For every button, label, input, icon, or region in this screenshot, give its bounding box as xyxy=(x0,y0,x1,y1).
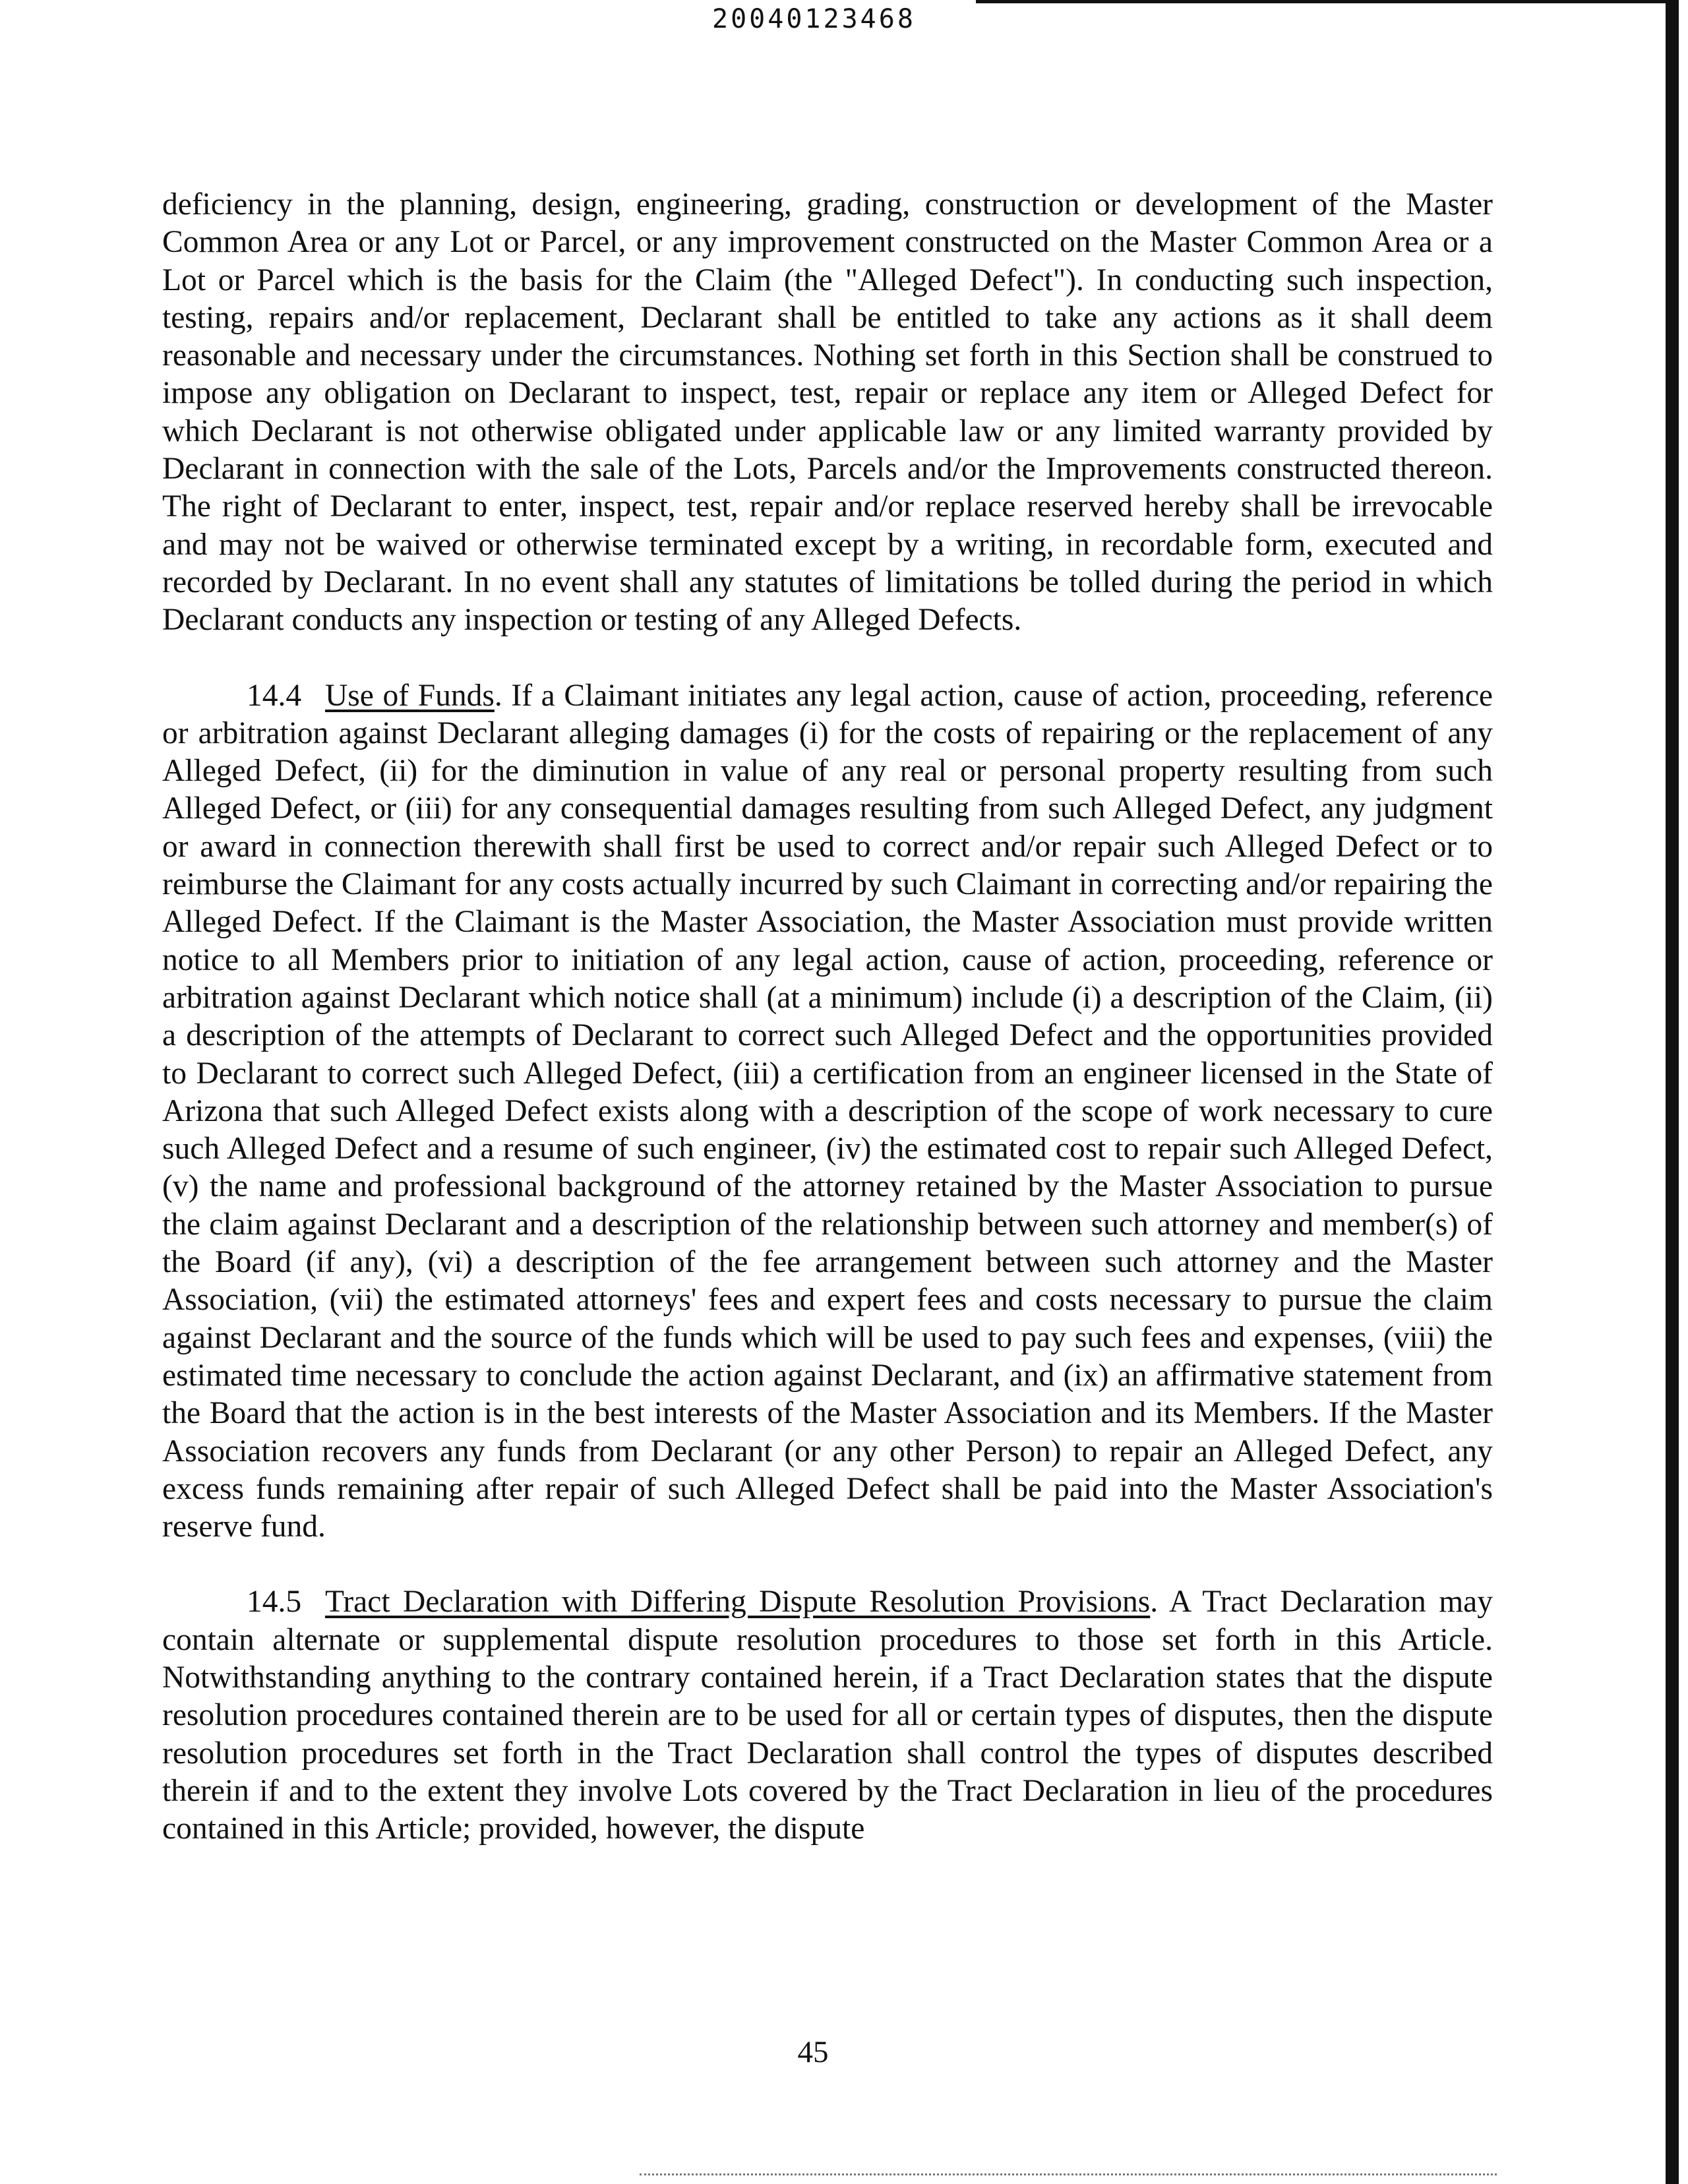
scan-artifact-marks xyxy=(640,2173,1497,2178)
section-14-4 xyxy=(162,677,1493,1546)
section-text: . If a Claimant initiates any legal action, cause of action, proceeding, reference or arbitration against Declarant alleging damages (i) for the costs of repairing or the replacement of any Alleged Defect, (ii) for the diminution in value of any real or personal property resulting from such Alleged Defect, or (iii) for any consequential damages resulting from such Alleged Defect, any judgment or award in connection therewith shall first be used to correct and/or repair such Alleged Defect or to reimburse the Claimant for any costs actually incurred by such Claimant in correcting and/or repairing the Alleged Defect. If the Claimant is the Master Association, the Master Association must provide written notice to all Members prior to initiation of any legal action, cause of action, proceeding, reference or arbitration against Declarant which notice shall (at a minimum) include (i) a description of the Claim, (ii) a description of the attempts of Declarant to correct such Alleged Defect and the opportunities provided to Declarant to correct such Alleged Defect, (iii) a certification from an engineer licensed in the State of Arizona that such Alleged Defect exists along with a description of the scope of work necessary to cure such Alleged Defect and a resume of such engineer, (iv) the estimated cost to repair such Alleged Defect, (v) the name and professional background of the attorney retained by the Master Association to pursue the claim against Declarant and a description of the relationship between such attorney and member(s) of the Board (if any), (vi) a description of the fee arrangement between such attorney and the Master Association, (vii) the estimated attorneys' fees and expert fees and costs necessary to pursue the claim against Declarant and the source of the funds which will be used to pay such fees and expenses, (viii) the estimated time necessary to conclude the action against Declarant, and (ix) an affirmative statement from the Board that the action is in the best interests of the Master Association and its Members. If the Master Association recovers any funds from Declarant (or any other Person) to repair an Alleged Defect, any excess funds remaining after repair of such Alleged Defect shall be paid into the Master Association's reserve fund. xyxy=(162,678,1493,1544)
document-body xyxy=(162,186,1493,1885)
paragraph-continuation: deficiency in the planning, design, engineering, grading, construction or development of the Master Common Area or any Lot or Parcel, or any improvement constructed on the Master Common Area or a Lot or Parcel which is the basis for the Claim (the "Alleged Defect"). In conducting such inspection, testing, repairs and/or replacement, Declarant shall be entitled to take any actions as it shall deem reasonable and necessary under the circumstances. Nothing set forth in this Section shall be construed to impose any obligation on Declarant to inspect, test, repair or replace any item or Alleged Defect for which Declarant is not otherwise obligated under applicable law or any limited warranty provided by Declarant in connection with the sale of the Lots, Parcels and/or the Improvements constructed thereon. The right of Declarant to enter, inspect, test, repair and/or replace reserved hereby shall be irrevocable and may not be waived or otherwise terminated except by a writing, in recordable form, executed and recorded by Declarant. In no event shall any statutes of limitations be tolled during the period in which Declarant conducts any inspection or testing of any Alleged Defects. xyxy=(162,187,1493,638)
section-14-5 xyxy=(162,1583,1493,1848)
section-text: . A Tract Declaration may contain alternate or supplemental dispute resolution procedures to those set forth in this Article. Notwithstanding anything to the contrary contained herein, if a Tract Declaration states that the dispute resolution procedures contained therein are to be used for all or certain types of disputes, then the dispute resolution procedures set forth in the Tract Declaration shall control the types of disputes described therein if and to the extent they involve Lots covered by the Tract Declaration in lieu of the procedures contained in this Article; provided, however, the dispute xyxy=(162,1585,1493,1846)
section-title: Tract Declaration with Differing Dispute Resolution Provisions xyxy=(325,1585,1151,1620)
page-number: 45 xyxy=(797,2035,829,2069)
section-title: Use of Funds xyxy=(325,678,495,713)
scan-edge-bar xyxy=(1666,0,1679,2184)
top-rule xyxy=(976,0,1668,3)
section-number: 14.5 xyxy=(247,1585,302,1620)
document-number: 20040123468 xyxy=(712,4,916,34)
section-number: 14.4 xyxy=(247,678,302,713)
